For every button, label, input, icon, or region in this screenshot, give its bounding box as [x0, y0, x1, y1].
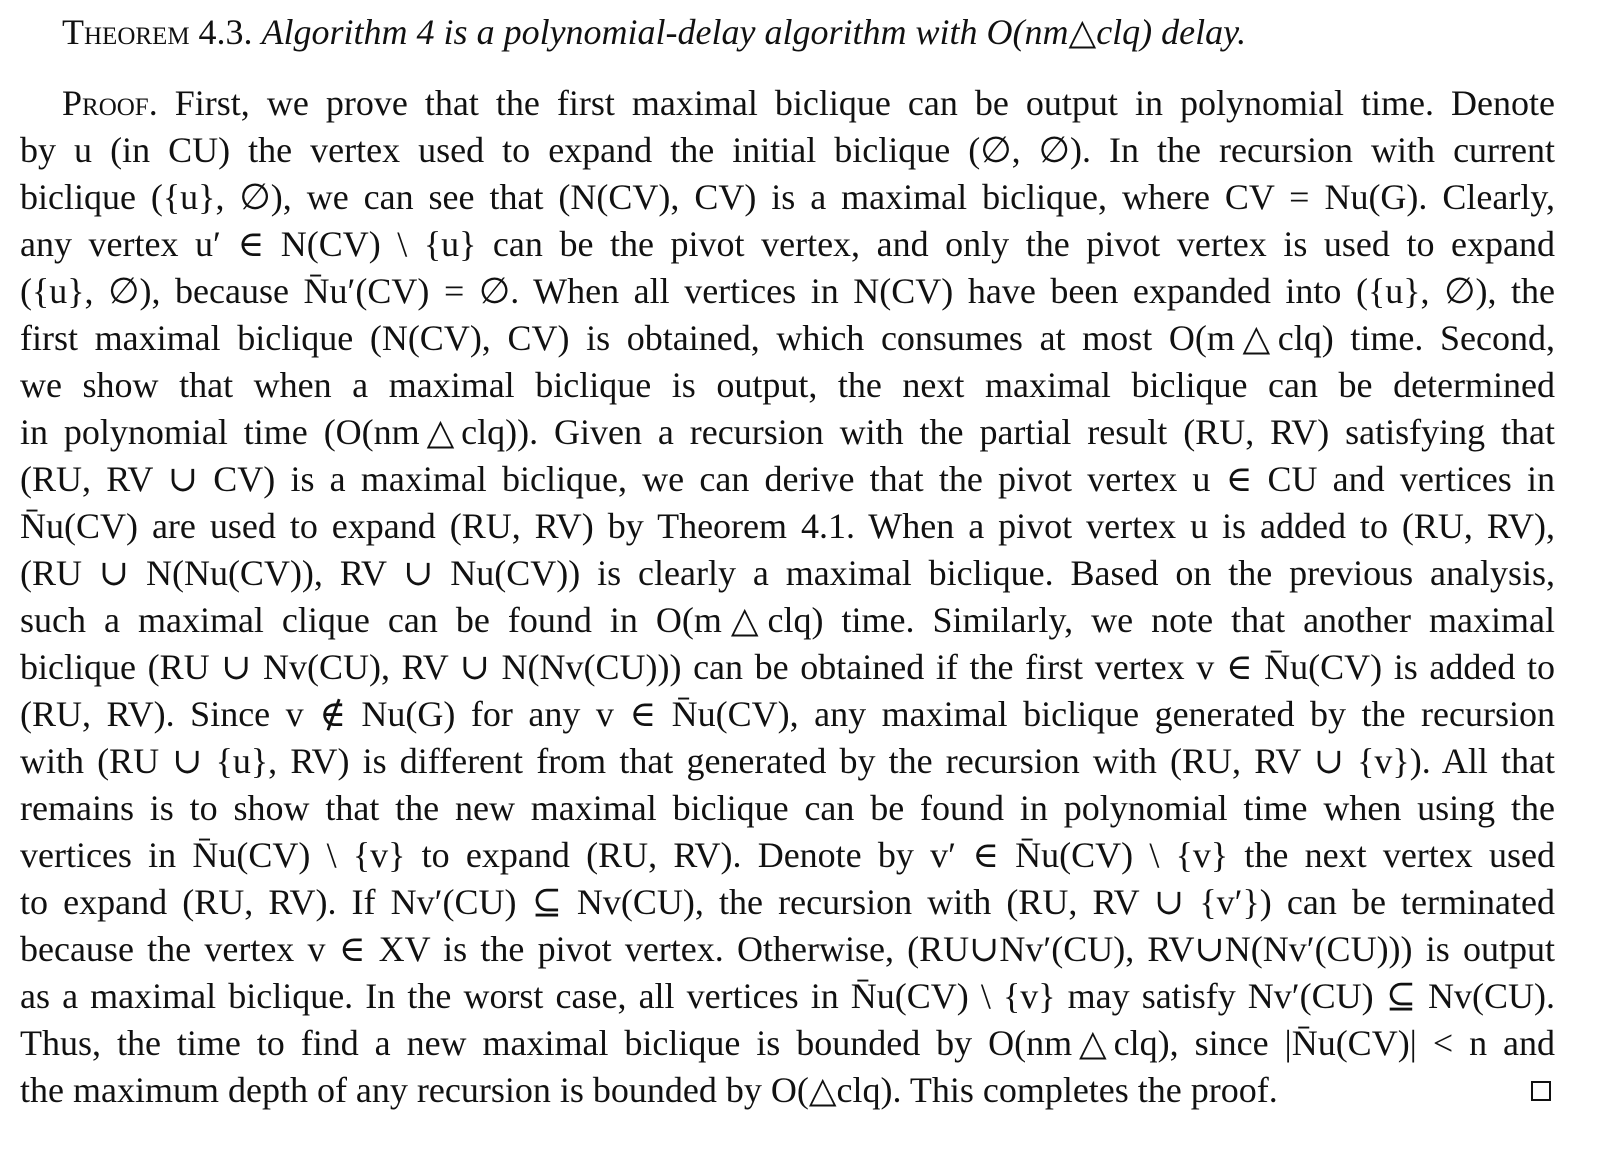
proof-line: [20, 80, 1555, 127]
proof-line: such a maximal clique can be found in O(m△clq) time. Similarly, we note that another maximal: [20, 600, 1555, 640]
proof-line: vertices in N̄u(CV) \ {v} to expand (RU, RV). Denote by v′ ∈ N̄u(CV) \ {v} the next vertex used: [20, 835, 1555, 875]
qed-square-icon: [1531, 1081, 1551, 1101]
proof-line: as a maximal biclique. In the worst case, all vertices in N̄u(CV) \ {v} may satisfy Nv′(CU) ⊆ Nv(CU).: [20, 976, 1555, 1016]
proof-line: ({u}, ∅), because N̄u′(CV) = ∅. When all vertices in N(CV) have been expanded into ({u}, ∅), the: [20, 271, 1555, 311]
proof-line: biclique (RU ∪ Nv(CU), RV ∪ N(Nv(CU))) can be obtained if the first vertex v ∈ N̄u(CV) is added to: [20, 647, 1555, 687]
proof-line: (RU ∪ N(Nu(CV)), RV ∪ Nu(CV)) is clearly a maximal biclique. Based on the previous analysis,: [20, 553, 1555, 593]
theorem-text: Algorithm 4 is a polynomial-delay algorithm with O(nm△clq) delay.: [261, 12, 1247, 52]
paper-page: [20, 6, 1555, 1114]
proof-last-line: [20, 1067, 1555, 1114]
proof-line: we show that when a maximal biclique is output, the next maximal biclique can be determined: [20, 365, 1555, 405]
proof-line: first maximal biclique (N(CV), CV) is obtained, which consumes at most O(m△clq) time. Second,: [20, 318, 1555, 358]
proof-line: N̄u(CV) are used to expand (RU, RV) by Theorem 4.1. When a pivot vertex u is added to (RU, RV),: [20, 506, 1555, 546]
theorem-statement: [20, 6, 1555, 58]
proof-line: in polynomial time (O(nm△clq)). Given a recursion with the partial result (RU, RV) satisfying that: [20, 412, 1555, 452]
proof-line-text: the maximum depth of any recursion is bounded by O(△clq). This completes the proof.: [20, 1070, 1278, 1110]
proof-line: because the vertex v ∈ XV is the pivot vertex. Otherwise, (RU∪Nv′(CU), RV∪N(Nv′(CU))) is output: [20, 929, 1555, 969]
proof-line: Thus, the time to find a new maximal biclique is bounded by O(nm△clq), since |N̄u(CV)| < n and: [20, 1023, 1555, 1063]
proof-line-text: First, we prove that the first maximal biclique can be output in polynomial time. Denote: [174, 83, 1555, 123]
proof-line: (RU, RV). Since v ∉ Nu(G) for any v ∈ N̄u(CV), any maximal biclique generated by the recursion: [20, 694, 1555, 734]
proof-line: biclique ({u}, ∅), we can see that (N(CV), CV) is a maximal biclique, where CV = Nu(G). Clearly,: [20, 177, 1555, 217]
proof-label: Proof.: [62, 83, 158, 123]
proof-paragraph: [20, 80, 1555, 1114]
proof-line: by u (in CU) the vertex used to expand the initial biclique (∅, ∅). In the recursion with current: [20, 130, 1555, 170]
proof-line: any vertex u′ ∈ N(CV) \ {u} can be the pivot vertex, and only the pivot vertex is used to expand: [20, 224, 1555, 264]
theorem-label: Theorem 4.3.: [62, 12, 253, 52]
proof-line: to expand (RU, RV). If Nv′(CU) ⊆ Nv(CU), the recursion with (RU, RV ∪ {v′}) can be terminated: [20, 882, 1555, 922]
proof-line: (RU, RV ∪ CV) is a maximal biclique, we can derive that the pivot vertex u ∈ CU and vertices in: [20, 459, 1555, 499]
proof-line: with (RU ∪ {u}, RV) is different from that generated by the recursion with (RU, RV ∪ {v}). All that: [20, 741, 1555, 781]
proof-line: remains is to show that the new maximal biclique can be found in polynomial time when using the: [20, 788, 1555, 828]
